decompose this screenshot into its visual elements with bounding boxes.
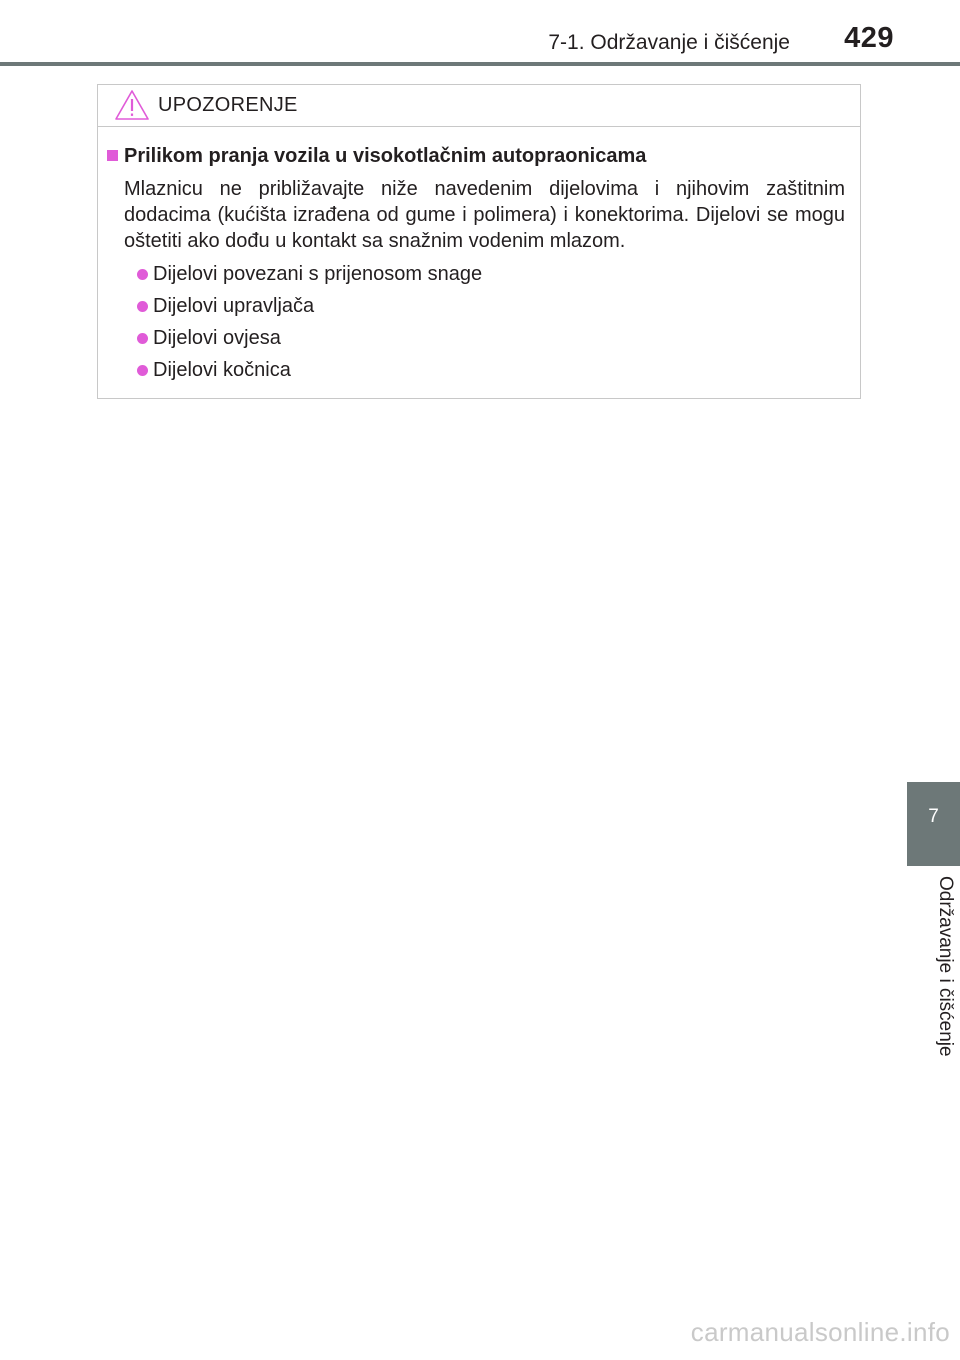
chapter-number: 7 [928,806,939,827]
warning-box [97,84,861,399]
list-item-text: Dijelovi kočnica [153,359,291,381]
warning-title: UPOZORENJE [158,94,298,116]
list-item [137,293,845,319]
watermark: carmanualsonline.info [690,1317,950,1347]
list-item-text: Dijelovi ovjesa [153,327,281,349]
list-item-text: Dijelovi upravljača [153,295,315,317]
warning-triangle-icon [114,89,150,121]
warning-body [98,127,860,383]
warning-header [98,85,860,127]
list-item-text: Dijelovi povezani s prijenosom snage [153,263,483,285]
dot-bullet-icon [137,365,148,376]
warning-heading-text: Prilikom pranja vozila u visokotlačnim autopraonicama [124,145,647,167]
dot-bullet-icon [137,269,148,280]
dot-bullet-icon [137,301,148,312]
warning-list [107,261,845,383]
warning-heading [107,143,845,169]
list-item [137,357,845,383]
list-item [137,261,845,287]
section-title: 7-1. Održavanje i čišćenje [548,31,790,54]
square-bullet-icon [107,150,118,161]
chapter-label: Održavanje i čišćenje [935,876,956,1057]
dot-bullet-icon [137,333,148,344]
chapter-tab [907,782,960,866]
header-divider [0,62,960,66]
warning-paragraph: Mlaznicu ne približavajte niže navedenim dijelovima i njihovim zaštitnim dodacima (kućišta izrađena od gume i polimera) i konektorima. Dijelovi se mogu oštetiti ako dođu u kontakt sa snažnim vodenim mlazom. [124,178,845,252]
page-number: 429 [844,22,894,54]
list-item [137,325,845,351]
page-header [0,0,960,68]
